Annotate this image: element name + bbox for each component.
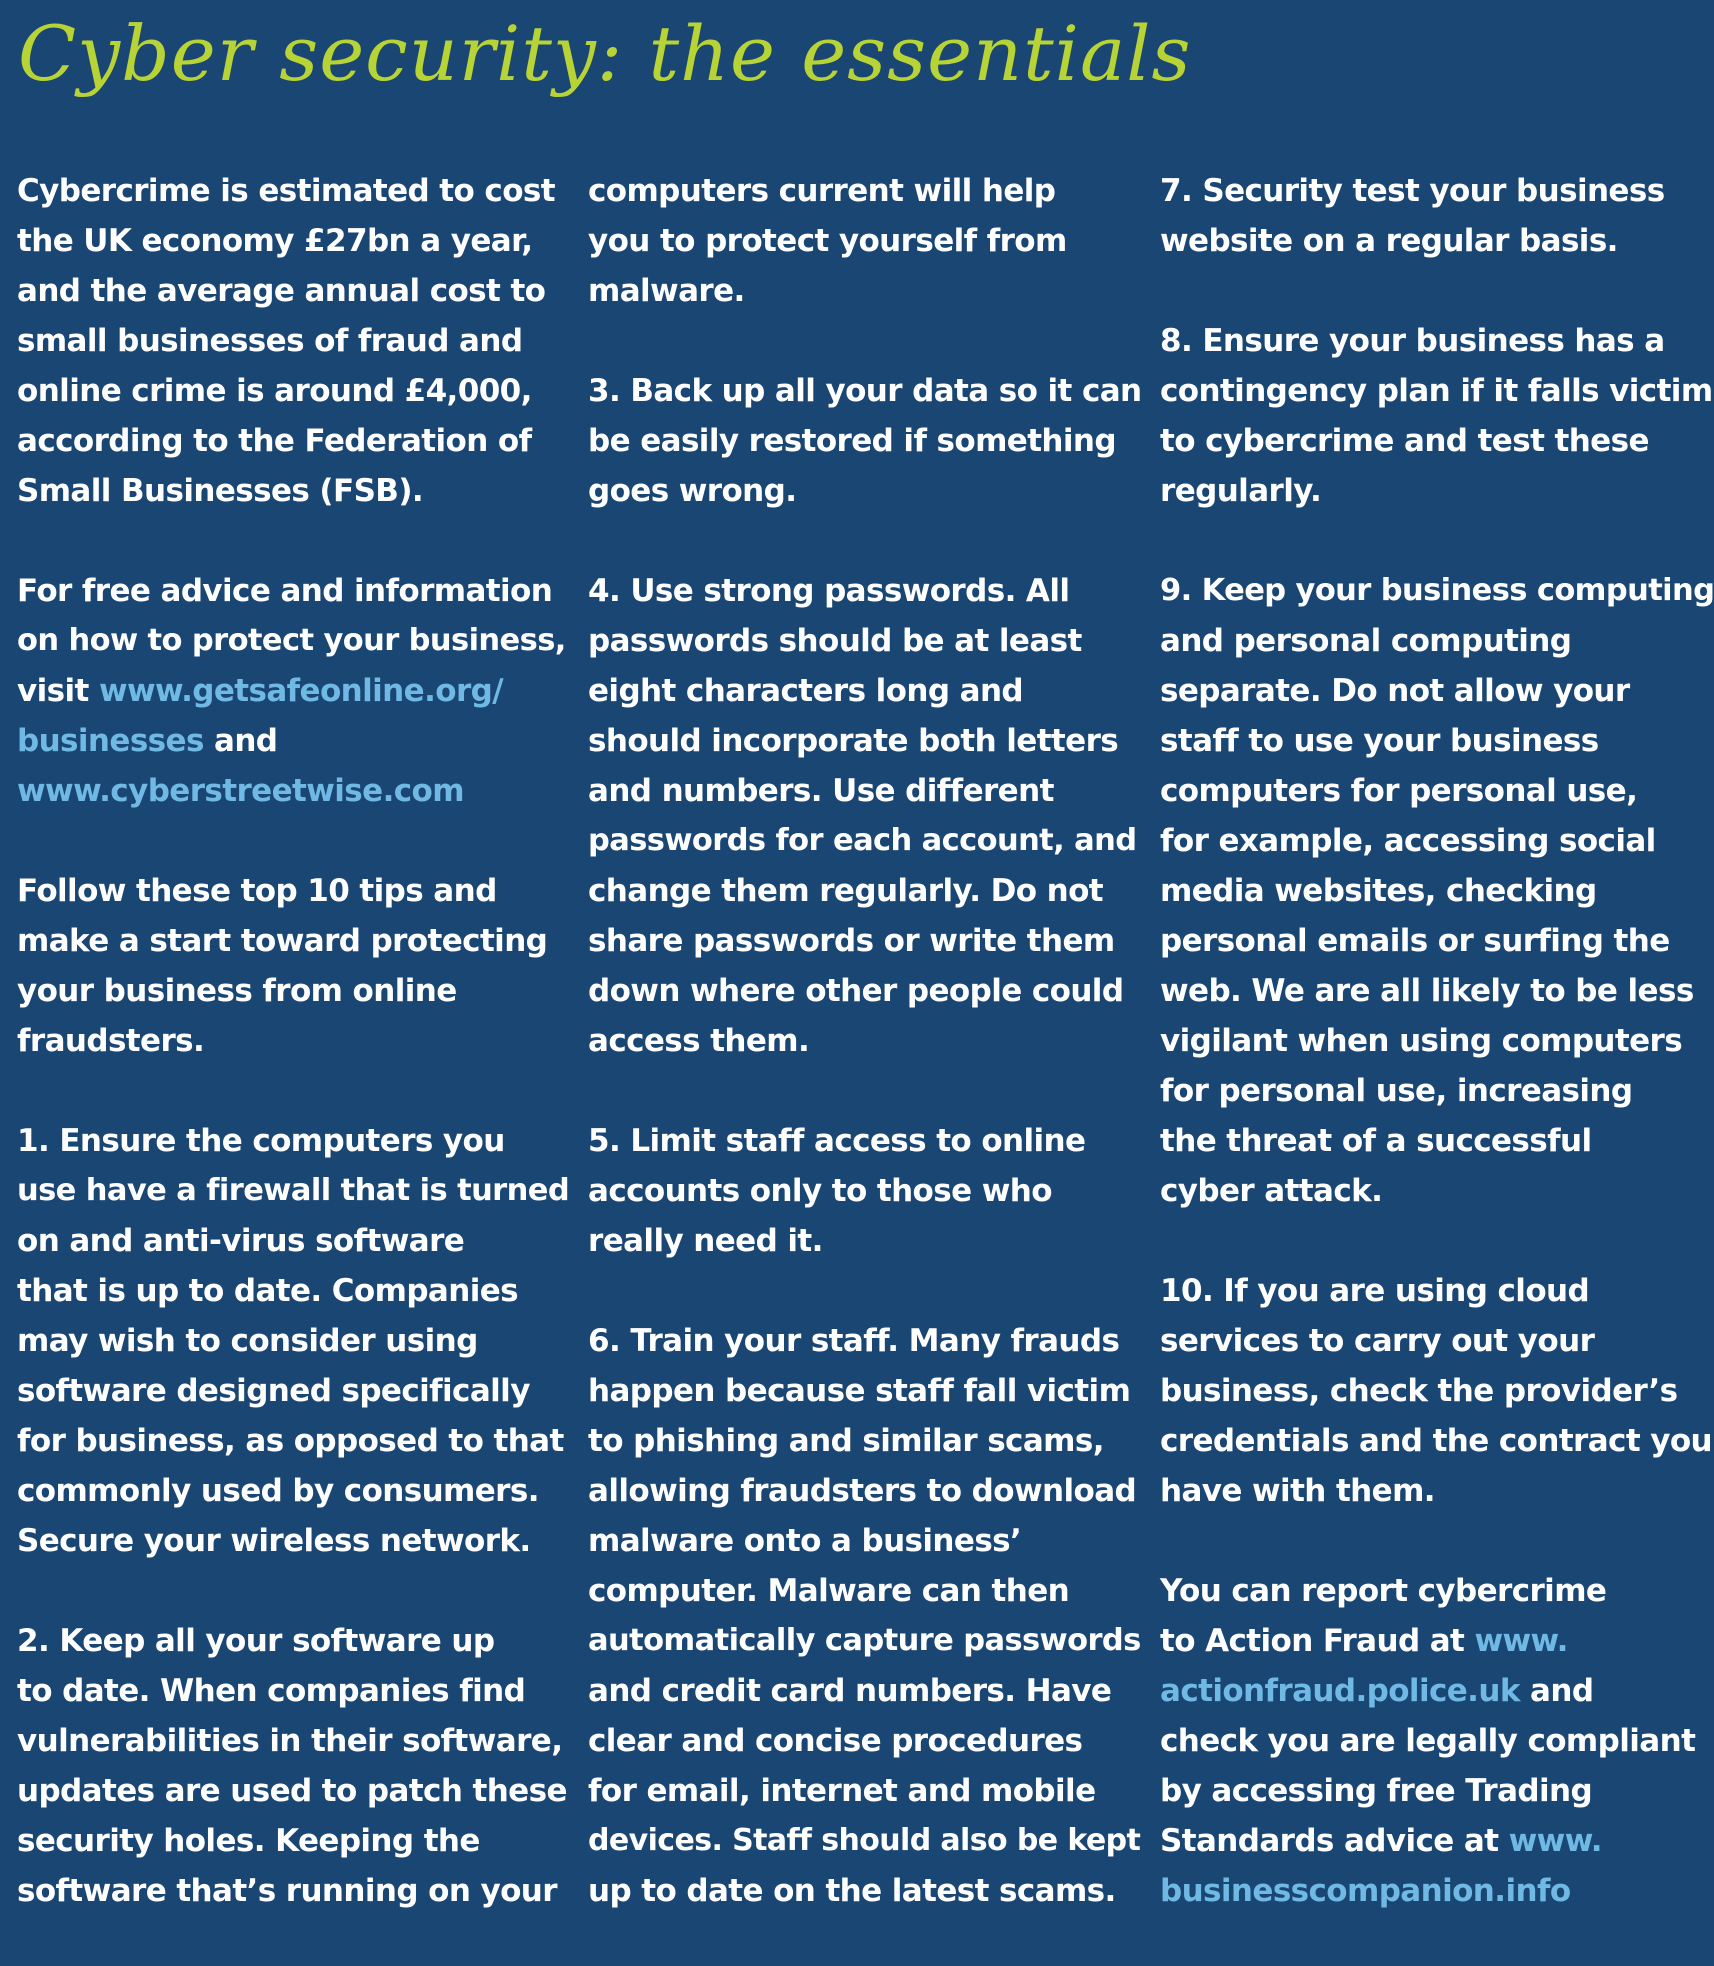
text-line: staff to use your business (1160, 723, 1599, 759)
intro-paragraph (17, 166, 572, 516)
text-line: Secure your wireless network. (17, 1523, 531, 1559)
text-line (1160, 1666, 1714, 1716)
text-line: for personal use, increasing (1160, 1073, 1633, 1109)
tip-9 (1160, 566, 1714, 1216)
text-line: 6. Train your staff. Many frauds (588, 1323, 1120, 1359)
text-line: fraudsters. (17, 1023, 205, 1059)
actionfraud-link[interactable]: www. (1474, 1623, 1568, 1659)
text-line: make a start toward protecting (17, 923, 548, 959)
tip-7 (1160, 166, 1714, 266)
text-line: for business, as opposed to that (17, 1423, 564, 1459)
text-line: devices. Staff should also be kept (588, 1823, 1141, 1858)
text-line: 8. Ensure your business has a (1160, 323, 1665, 359)
advice-paragraph (17, 566, 572, 816)
text-line: for example, accessing social (1160, 823, 1656, 859)
text-line: personal emails or surfing the (1160, 923, 1670, 959)
text-segment: Standards advice at (1160, 1823, 1509, 1859)
text-line: share passwords or write them (588, 923, 1115, 959)
text-line (17, 666, 572, 716)
text-line: the UK economy £27bn a year, (17, 223, 533, 259)
text-line: 2. Keep all your software up (17, 1623, 495, 1659)
text-line: should incorporate both letters (588, 723, 1119, 759)
text-line: separate. Do not allow your (1160, 673, 1630, 709)
text-line: the threat of a successful (1160, 1123, 1592, 1159)
text-line: contingency plan if it falls victim (1160, 373, 1713, 409)
text-line: and numbers. Use different (588, 773, 1054, 809)
text-line: Follow these top 10 tips and (17, 873, 497, 909)
text-line: and the average annual cost to (17, 273, 546, 309)
text-line: Small Businesses (FSB). (17, 473, 424, 509)
text-line: your business from online (17, 973, 457, 1009)
text-line: malware. (588, 273, 745, 309)
text-line: 7. Security test your business (1160, 173, 1665, 209)
text-line: 5. Limit staff access to online (588, 1123, 1086, 1159)
text-line: vulnerabilities in their software, (17, 1723, 563, 1759)
tip-2-continued (588, 166, 1143, 316)
text-line: for email, internet and mobile (588, 1773, 1096, 1809)
text-line: 9. Keep your business computing (1160, 573, 1714, 608)
text-line: be easily restored if something (588, 423, 1116, 459)
text-line: 3. Back up all your data so it can (588, 373, 1142, 409)
text-line: eight characters long and (588, 673, 1023, 709)
tip-6 (588, 1316, 1143, 1916)
businesscompanion-link-cont[interactable]: businesscompanion.info (1160, 1873, 1571, 1909)
text-line: according to the Federation of (17, 423, 532, 459)
text-line: passwords should be at least (588, 623, 1082, 659)
text-line: updates are used to patch these (17, 1773, 567, 1809)
text-line: use have a firewall that is turned (17, 1173, 570, 1208)
text-line: down where other people could (588, 973, 1124, 1009)
tip-1 (17, 1116, 572, 1566)
text-line: 10. If you are using cloud (1160, 1273, 1590, 1309)
text-line: change them regularly. Do not (588, 873, 1104, 909)
text-line: cyber attack. (1160, 1173, 1383, 1209)
text-line: that is up to date. Companies (17, 1273, 519, 1309)
text-line (17, 766, 572, 816)
text-line: For free advice and information (17, 573, 553, 609)
text-line: and credit card numbers. Have (588, 1673, 1112, 1709)
text-line: online crime is around £4,000, (17, 373, 532, 409)
text-line: accounts only to those who (588, 1173, 1052, 1209)
text-line: by accessing free Trading (1160, 1773, 1593, 1809)
tip-5 (588, 1116, 1143, 1266)
text-line: small businesses of fraud and (17, 323, 523, 359)
text-line: to phishing and similar scams, (588, 1423, 1104, 1459)
text-line: and personal computing (1160, 623, 1572, 659)
column-1 (17, 166, 572, 1966)
text-line: passwords for each account, and (588, 823, 1137, 858)
text-line: web. We are all likely to be less (1160, 973, 1694, 1009)
report-paragraph (1160, 1566, 1714, 1916)
text-line: computers current will help (588, 173, 1056, 209)
text-line: computers for personal use, (1160, 773, 1638, 809)
text-line: allowing fraudsters to download (588, 1473, 1137, 1509)
column-3 (1160, 166, 1714, 1966)
cyberstreetwise-link[interactable]: www.cyberstreetwise.com (17, 773, 464, 809)
text-segment: visit (17, 673, 99, 709)
text-line: services to carry out your (1160, 1323, 1595, 1359)
text-line: access them. (588, 1023, 810, 1059)
tip-8 (1160, 316, 1714, 516)
text-line: software designed specifically (17, 1373, 530, 1409)
text-line: to date. When companies find (17, 1673, 526, 1709)
text-line: computer. Malware can then (588, 1573, 1070, 1609)
text-line: regularly. (1160, 473, 1322, 509)
text-line: media websites, checking (1160, 873, 1597, 909)
page-title: Cyber security: the essentials (18, 9, 1192, 98)
text-line: check you are legally compliant (1160, 1723, 1696, 1759)
text-line (17, 716, 572, 766)
text-line: may wish to consider using (17, 1323, 478, 1359)
businesscompanion-link[interactable]: www. (1508, 1823, 1602, 1859)
tip-2 (17, 1616, 572, 1916)
text-line: clear and concise procedures (588, 1723, 1083, 1759)
text-line: 4. Use strong passwords. All (588, 573, 1070, 609)
text-line (1160, 1616, 1714, 1666)
text-line: on how to protect your business, (17, 623, 566, 658)
text-line: automatically capture passwords (588, 1623, 1141, 1658)
text-line: You can report cybercrime (1160, 1573, 1607, 1609)
text-line: vigilant when using computers (1160, 1023, 1683, 1059)
text-segment: and (203, 723, 278, 759)
text-line: malware onto a business’ (588, 1523, 1022, 1559)
text-line: website on a regular basis. (1160, 223, 1618, 259)
text-line: you to protect yourself from (588, 223, 1067, 259)
text-line: to cybercrime and test these (1160, 423, 1649, 459)
text-line: really need it. (588, 1223, 823, 1259)
text-line: happen because staff fall victim (588, 1373, 1131, 1409)
text-line: security holes. Keeping the (17, 1823, 480, 1859)
tip-10 (1160, 1266, 1714, 1516)
text-line (1160, 1866, 1714, 1916)
getsafeonline-link-cont[interactable]: businesses (17, 723, 204, 759)
text-line: Cybercrime is estimated to cost (17, 173, 555, 209)
text-segment: and (1519, 1673, 1594, 1709)
follow-paragraph (17, 866, 572, 1066)
text-line: business, check the provider’s (1160, 1373, 1678, 1409)
text-line: goes wrong. (588, 473, 797, 509)
text-line: 1. Ensure the computers you (17, 1123, 505, 1159)
actionfraud-link-cont[interactable]: actionfraud.police.uk (1160, 1673, 1520, 1709)
tip-3 (588, 366, 1143, 516)
text-segment: to Action Fraud at (1160, 1623, 1475, 1659)
getsafeonline-link[interactable]: www.getsafeonline.org/ (98, 673, 503, 709)
text-line: software that’s running on your (17, 1873, 557, 1909)
text-line: commonly used by consumers. (17, 1473, 539, 1509)
text-line: up to date on the latest scams. (588, 1873, 1116, 1909)
column-2 (588, 166, 1143, 1966)
text-line: credentials and the contract you (1160, 1423, 1713, 1459)
text-line (1160, 1816, 1714, 1866)
text-line: have with them. (1160, 1473, 1435, 1509)
tip-4 (588, 566, 1143, 1066)
text-line: on and anti-virus software (17, 1223, 465, 1259)
